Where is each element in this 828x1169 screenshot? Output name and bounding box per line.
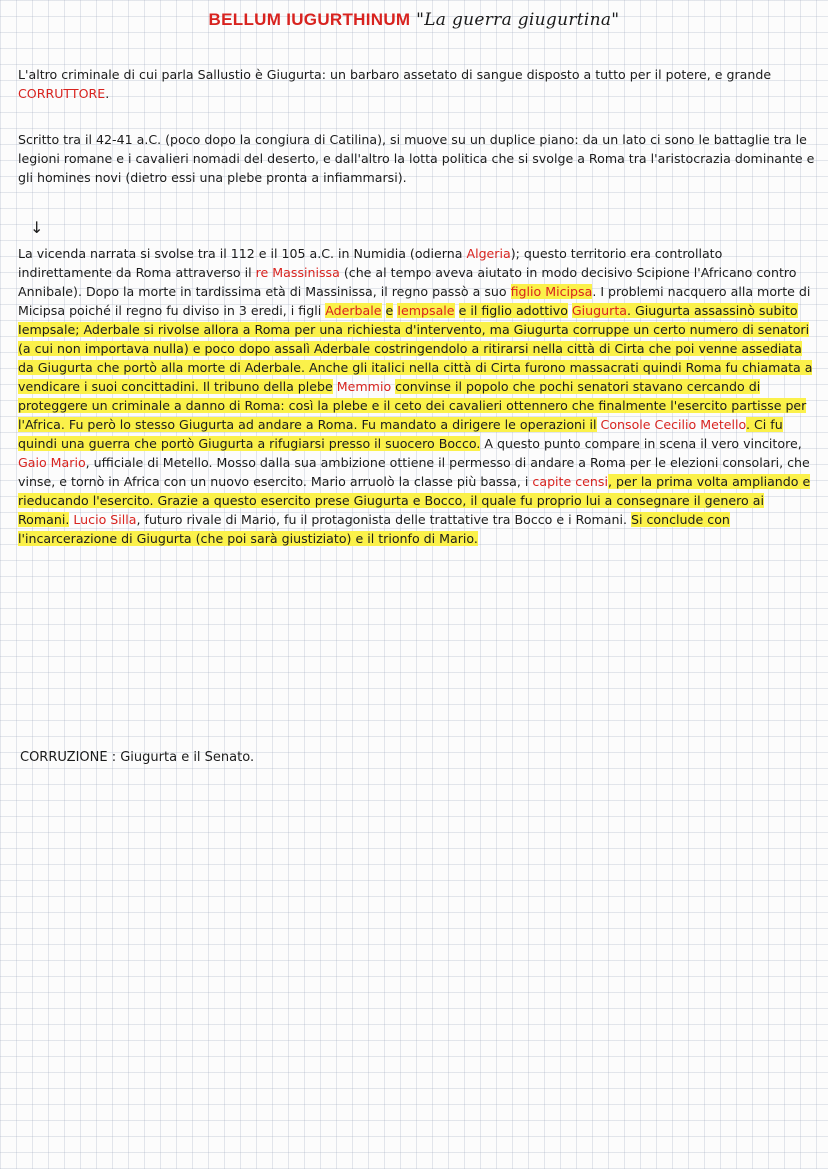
aderbale-term: Aderbale bbox=[325, 303, 382, 318]
corruttore-term: CORRUTTORE bbox=[18, 86, 106, 101]
story-paragraph bbox=[18, 244, 818, 548]
story-text: . I problemi nacquero alla morte di Micipsa poiché il regno fu diviso in 3 eredi, i figli bbox=[18, 284, 811, 318]
down-arrow-icon: ↓ bbox=[30, 218, 44, 237]
intro-text: L'altro criminale di cui parla Sallustio è Giugurta: un barbaro assetato di sangue disposto a tutto per il potere, e grande bbox=[18, 67, 772, 82]
story-text: ); questo territorio era controllato indirettamente da Roma attraverso il bbox=[18, 246, 723, 280]
mario-term: Gaio Mario bbox=[18, 455, 86, 470]
story-text: , futuro rivale di Mario, fu il protagonista delle trattative tra Bocco e i Romani. bbox=[136, 512, 627, 527]
metello-term: Console Cecilio Metello bbox=[600, 417, 746, 432]
algeria-term: Algeria bbox=[466, 246, 511, 261]
story-text: e bbox=[385, 303, 394, 318]
massinissa-term: re Massinissa bbox=[255, 265, 340, 280]
memmio-term: Memmio bbox=[336, 379, 392, 394]
corruzione-label: CORRUZIONE bbox=[20, 750, 108, 765]
intro-paragraph bbox=[18, 65, 818, 103]
micipsa-term: figlio Micipsa bbox=[510, 284, 593, 299]
story-text: La vicenda narrata si svolse tra il 112 e il 105 a.C. in Numidia (odierna bbox=[18, 246, 463, 261]
giugurta-term: Giugurta bbox=[571, 303, 627, 318]
context-text: Scritto tra il 42-41 a.C. (poco dopo la congiura di Catilina), si muove su un duplice piano: da un lato ci sono le battaglie tra le legioni romane e i cavalieri nomadi del deserto, e dall'altro la lotta politica che si svolge a Roma tra l'aristocrazia dominante e gli homines novi (dietro essi una plebe pronta a infiammarsi). bbox=[18, 132, 815, 185]
story-text: Si conclude con l'incarcerazione di Giugurta (che poi sarà giustiziato) e il trionfo di Mario. bbox=[18, 512, 730, 546]
story-text: , ufficiale di Metello. Mosso dalla sua ambizione ottiene il permesso di andare a Roma per le elezioni consolari, che vinse, e tornò in Africa con un nuovo esercito. Mario arruolò la classe più bassa, i bbox=[18, 455, 810, 489]
title-main: BELLUM IUGURTHINUM bbox=[208, 10, 411, 29]
silla-term: Lucio Silla bbox=[73, 512, 137, 527]
story-text: e il figlio adottivo bbox=[458, 303, 568, 318]
corruption-heading bbox=[20, 750, 254, 765]
story-text: convinse il popolo che pochi senatori stavano cercando di proteggere un criminale a danno di Roma: così la plebe e il ceto dei cavalieri ottennero che finalmente l'esercito partisse per l'Africa. Fu però lo stesso Giugurta ad andare a Roma. Fu mandato a dirigere le operazioni il bbox=[18, 379, 807, 432]
corruzione-text: : Giugurta e il Senato. bbox=[111, 750, 255, 765]
intro-end: . bbox=[105, 86, 110, 101]
title-subtitle: "La guerra giugurtina" bbox=[416, 10, 620, 30]
context-paragraph bbox=[18, 130, 818, 187]
story-text: , per la prima volta ampliando e rieducando l'esercito. Grazie a questo esercito prese Giugurta e Bocco, il quale fu proprio lui a consegnare il genero ai Romani. bbox=[18, 474, 811, 527]
capite-censi-term: capite censi bbox=[532, 474, 608, 489]
iempsale-term: Iempsale bbox=[397, 303, 455, 318]
story-text: . Giugurta assassinò subito Iempsale; Aderbale si rivolse allora a Roma per una richiesta d'intervento, ma Giugurta corruppe un certo numero di senatori (a cui non importava nulla) e poco dopo assalì Aderbale costringendolo a ritirarsi nella città di Cirta che poi venne assediata da Giugurta che portò alla morte di Aderbale. Anche gli italici nella città di Cirta furono massacrati quindi Roma fu chiamata a vendicare i suoi concittadini. Il tribuno della plebe bbox=[18, 303, 813, 394]
story-text: . Ci fu quindi una guerra che portò Giugurta a rifugiarsi presso il suocero Bocco. bbox=[18, 417, 783, 451]
page-title bbox=[0, 10, 828, 30]
story-text: A questo punto compare in scena il vero vincitore, bbox=[484, 436, 802, 451]
story-text: (che al tempo aveva aiutato in modo decisivo Scipione l'Africano contro Annibale). Dopo la morte in tardissima età di Massinissa, il regno passò a suo bbox=[18, 265, 797, 299]
